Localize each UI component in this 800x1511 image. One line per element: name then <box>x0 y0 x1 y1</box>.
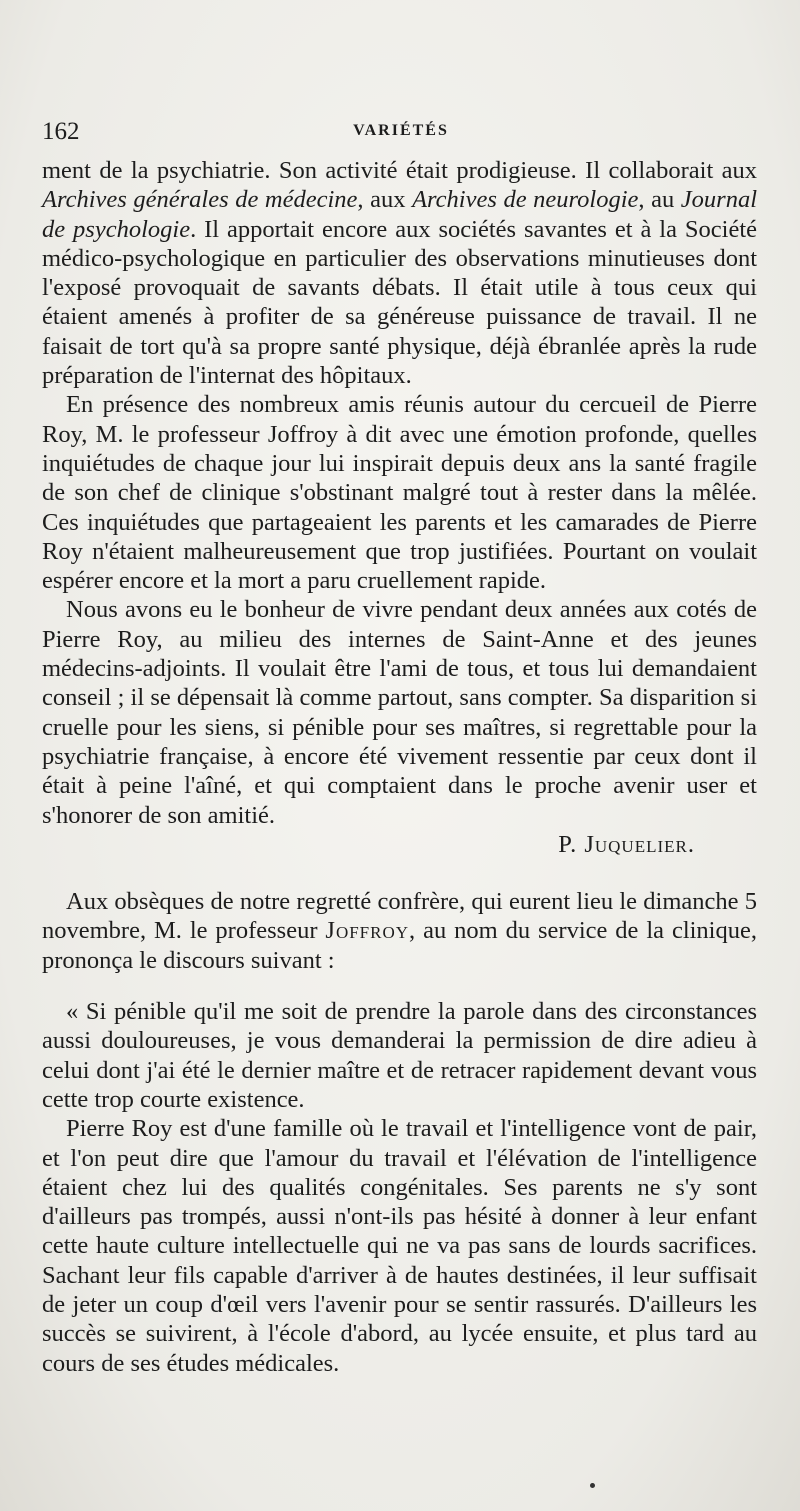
ink-speck <box>590 1483 595 1488</box>
spacer <box>42 975 757 997</box>
journal-title: Journal de psychologie <box>42 186 758 243</box>
text-run: Aux obsèques de notre regretté confrère, qui eurent lieu le dimanche 5 novembre, M. le professeur <box>42 888 757 945</box>
text-run: , aux <box>357 186 413 214</box>
article-body <box>42 156 757 1378</box>
paragraph-4 <box>42 887 757 975</box>
professor-name: Joffroy <box>325 917 410 945</box>
journal-title: Archives de neurologie <box>412 186 639 214</box>
paragraph-3: Nous avons eu le bonheur de vivre pendant deux années aux cotés de Pierre Roy, au milieu des internes de Saint-Anne et des jeunes médecins-adjoints. Il voulait être l'ami de tous, et tous lui demandaient conseil ; il se dépensait là comme partout, sans compter. Sa disparition si cruelle pour les siens, si pénible pour ses maîtres, si regrettable pour la psychiatrie française, à encore été vivement ressentie par ceux dont il était à peine l'aîné, et qui comptaient dans le proche avenir user et s'honorer de son amitié. <box>42 596 757 829</box>
text-run: , au <box>638 186 681 214</box>
journal-title: Archives générales de médecine <box>42 186 358 214</box>
paragraph-6: Pierre Roy est d'une famille où le travail et l'intelligence vont de pair, et l'on peut dire que l'amour du travail et l'élévation de l'intelligence étaient chez lui des qualités congénitales. Ses parents ne s'y sont d'ailleurs pas trompés, aussi n'ont-ils pas hésité à donner à leur enfant cette haute culture intellectuelle qui ne va pas sans de lourds sacrifices. Sachant leur fils capable d'arriver à de hautes destinées, il leur suffisait de jeter un coup d'œil vers l'avenir pour se sentir rassurés. D'ailleurs les succès se suivirent, à l'école d'abord, au lycée ensuite, et plus tard au cours de ses études médicales. <box>42 1115 757 1377</box>
page-number: 162 <box>42 118 80 145</box>
text-run: ment de la psychiatrie. Son activité était prodigieuse. Il collaborait aux <box>42 157 757 184</box>
text-run: , au nom du service de la clinique, prononça le discours suivant : <box>42 917 757 974</box>
page-header <box>42 118 760 148</box>
spacer <box>42 859 757 887</box>
paragraph-5: « Si pénible qu'il me soit de prendre la parole dans des circonstances aussi douloureuses, je vous demanderai la permission de dire adieu à celui dont j'ai été le dernier maître et de retracer rapidement devant vous cette trop courte existence. <box>42 998 757 1113</box>
signature: P. Juquelier. <box>558 830 695 858</box>
text-run: . Il apportait encore aux sociétés savantes et à la Société médico-psychologique en particulier des observations minutieuses dont l'exposé provoquait de savants débats. Il était utile à tous ceux qui étaient amenés à profiter de sa généreuse puissance de travail. Il ne faisait de tort qu'à sa propre santé physique, déjà ébranlée après la rude préparation de l'internat des hôpitaux. <box>42 215 757 390</box>
paragraph-1 <box>42 156 757 390</box>
paragraph-2: En présence des nombreux amis réunis autour du cercueil de Pierre Roy, M. le professeur Joffroy à dit avec une émotion profonde, quelles inquiétudes de chaque jour lui inspirait depuis deux ans la santé fragile de son chef de clinique s'obstinant malgré tout à rester dans la mêlée. Ces inquiétudes que partageaient les parents et les camarades de Pierre Roy n'étaient malheureusement que trop justifiées. Pourtant on voulait espérer encore et la mort a paru cruellement rapide. <box>42 391 757 595</box>
running-head: VARIÉTÉS <box>353 122 449 139</box>
